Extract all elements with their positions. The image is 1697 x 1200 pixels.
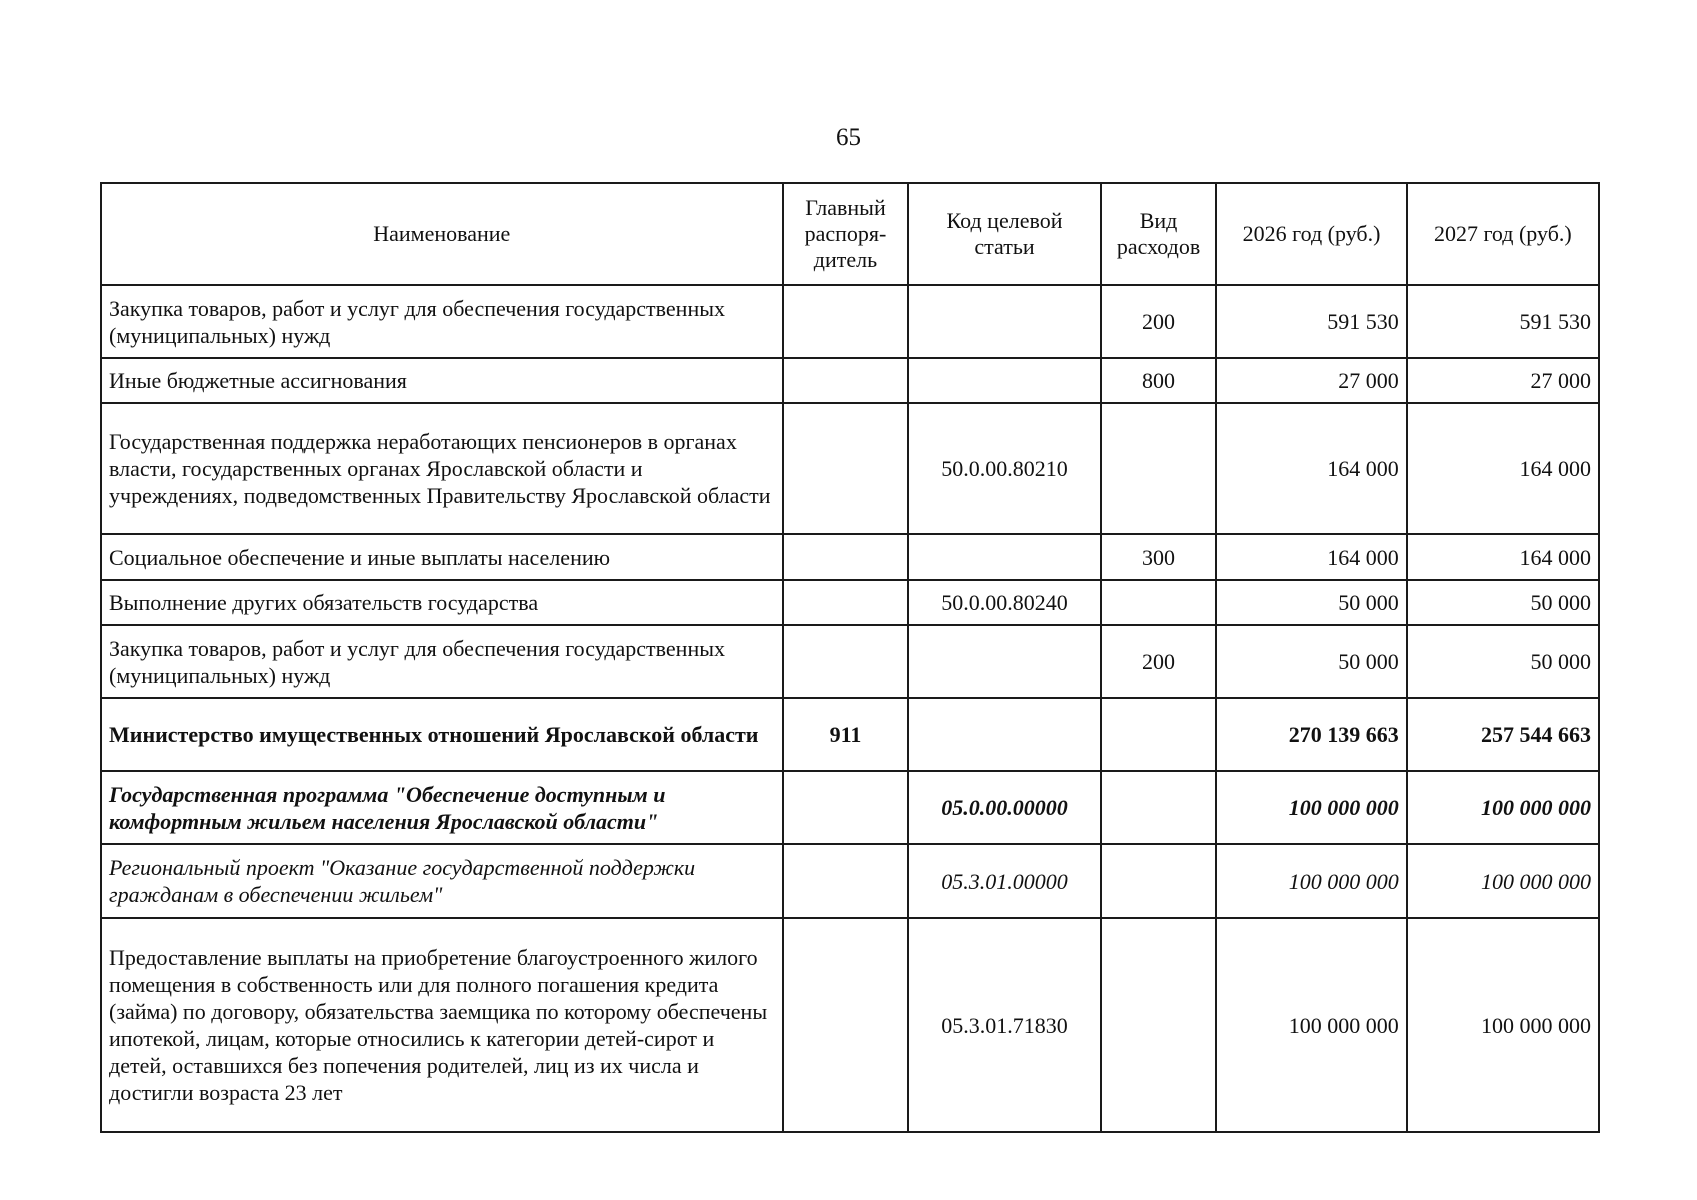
row-target-code: 50.0.00.80240: [908, 580, 1100, 625]
row-name: Государственная поддержка неработающих пенсионеров в органах власти, государственных органах Ярославской области и учреждениях, подведомственных Правительству Ярославской области: [101, 403, 783, 534]
header-administrator: Главный распоря-дитель: [783, 183, 909, 285]
row-expense-type: [1101, 698, 1217, 771]
row-amount-2026: 100 000 000: [1216, 844, 1406, 918]
table-row: [101, 580, 1599, 625]
row-target-code: [908, 534, 1100, 580]
row-amount-2026: 164 000: [1216, 403, 1406, 534]
row-administrator: 911: [783, 698, 909, 771]
row-administrator: [783, 918, 909, 1132]
row-amount-2027: 164 000: [1407, 403, 1599, 534]
table-row: [101, 844, 1599, 918]
table-row: [101, 698, 1599, 771]
row-target-code: 05.3.01.00000: [908, 844, 1100, 918]
row-amount-2026: 100 000 000: [1216, 771, 1406, 844]
row-name: Иные бюджетные ассигнования: [101, 358, 783, 403]
table-row: [101, 918, 1599, 1132]
row-target-code: [908, 285, 1100, 358]
row-expense-type: 300: [1101, 534, 1217, 580]
row-amount-2026: 100 000 000: [1216, 918, 1406, 1132]
table-row: [101, 625, 1599, 698]
row-administrator: [783, 625, 909, 698]
table-row: [101, 358, 1599, 403]
row-name: Выполнение других обязательств государства: [101, 580, 783, 625]
row-administrator: [783, 403, 909, 534]
row-name: Предоставление выплаты на приобретение благоустроенного жилого помещения в собственность или для полного погашения кредита (займа) по договору, обязательства заемщика по которому обеспечены ипотекой, лицам, которые относились к категории детей-сирот и детей, оставшихся без попечения родителей, лиц из их числа и достигли возраста 23 лет: [101, 918, 783, 1132]
header-name: Наименование: [101, 183, 783, 285]
row-amount-2027: 591 530: [1407, 285, 1599, 358]
row-amount-2027: 164 000: [1407, 534, 1599, 580]
header-expense-type: Вид расходов: [1101, 183, 1217, 285]
table-row: [101, 285, 1599, 358]
table-row: [101, 771, 1599, 844]
row-amount-2026: 27 000: [1216, 358, 1406, 403]
row-name: Социальное обеспечение и иные выплаты населению: [101, 534, 783, 580]
row-administrator: [783, 285, 909, 358]
row-amount-2027: 100 000 000: [1407, 844, 1599, 918]
row-name: Государственная программа "Обеспечение доступным и комфортным жильем населения Ярославской области": [101, 771, 783, 844]
row-amount-2026: 50 000: [1216, 580, 1406, 625]
row-target-code: [908, 358, 1100, 403]
row-name: Закупка товаров, работ и услуг для обеспечения государственных (муниципальных) нужд: [101, 285, 783, 358]
row-administrator: [783, 358, 909, 403]
row-target-code: 05.0.00.00000: [908, 771, 1100, 844]
row-expense-type: [1101, 403, 1217, 534]
row-expense-type: 800: [1101, 358, 1217, 403]
row-amount-2027: 100 000 000: [1407, 771, 1599, 844]
row-target-code: [908, 625, 1100, 698]
row-expense-type: [1101, 844, 1217, 918]
row-amount-2026: 270 139 663: [1216, 698, 1406, 771]
table-row: [101, 403, 1599, 534]
row-amount-2026: 591 530: [1216, 285, 1406, 358]
row-name: Министерство имущественных отношений Ярославской области: [101, 698, 783, 771]
row-amount-2027: 27 000: [1407, 358, 1599, 403]
row-expense-type: [1101, 771, 1217, 844]
header-year-2027: 2027 год (руб.): [1407, 183, 1599, 285]
row-target-code: [908, 698, 1100, 771]
table-row: [101, 534, 1599, 580]
row-administrator: [783, 534, 909, 580]
row-amount-2027: 257 544 663: [1407, 698, 1599, 771]
row-name: Закупка товаров, работ и услуг для обеспечения государственных (муниципальных) нужд: [101, 625, 783, 698]
row-name: Региональный проект "Оказание государственной поддержки гражданам в обеспечении жильем": [101, 844, 783, 918]
header-year-2026: 2026 год (руб.): [1216, 183, 1406, 285]
row-administrator: [783, 771, 909, 844]
header-target-code: Код целевой статьи: [908, 183, 1100, 285]
row-expense-type: [1101, 918, 1217, 1132]
row-administrator: [783, 580, 909, 625]
row-administrator: [783, 844, 909, 918]
row-expense-type: [1101, 580, 1217, 625]
row-expense-type: 200: [1101, 625, 1217, 698]
page-number: 65: [836, 124, 861, 151]
row-amount-2027: 100 000 000: [1407, 918, 1599, 1132]
row-target-code: 05.3.01.71830: [908, 918, 1100, 1132]
table-header-row: [101, 183, 1599, 285]
row-expense-type: 200: [1101, 285, 1217, 358]
row-amount-2027: 50 000: [1407, 625, 1599, 698]
row-amount-2026: 50 000: [1216, 625, 1406, 698]
budget-table: [100, 182, 1600, 1133]
row-amount-2027: 50 000: [1407, 580, 1599, 625]
row-target-code: 50.0.00.80210: [908, 403, 1100, 534]
row-amount-2026: 164 000: [1216, 534, 1406, 580]
